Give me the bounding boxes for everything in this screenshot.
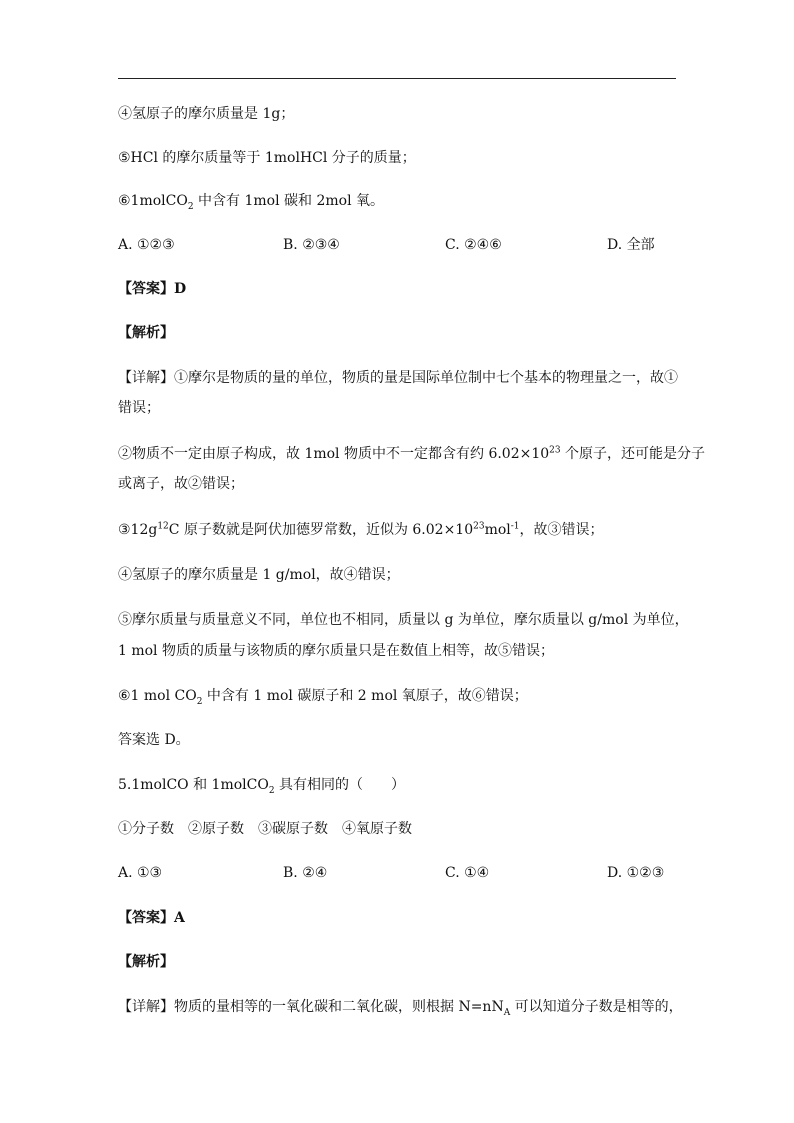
q4-detail-2-cont: 或离子，故②错误； bbox=[118, 476, 244, 492]
q5-analysis-heading: 【解析】 bbox=[118, 954, 174, 970]
q4-answer: 【答案】D bbox=[118, 281, 187, 297]
q4-detail-2: ②物质不一定由原子构成，故 1mol 物质中不一定都含有约 $6.02\times 10^{23}$ 个原子，还可能是分子 bbox=[118, 445, 706, 462]
q5-option-a: A. ①③ bbox=[118, 865, 163, 881]
q5-items: ①分子数 ②原子数 ③碳原子数 ④氧原子数 bbox=[118, 821, 412, 837]
q4-detail-1-cont: 错误； bbox=[118, 400, 160, 416]
q5-option-c: C. ①④ bbox=[445, 865, 490, 881]
q5-option-d: D. ①②③ bbox=[607, 865, 665, 881]
q5-option-b: B. ②④ bbox=[283, 865, 328, 881]
statement-4: ④氢原子的摩尔质量是 1g； bbox=[118, 106, 295, 122]
statement-6: ⑥1molCO$_2$ 中含有 1mol 碳和 2mol 氧。 bbox=[118, 193, 385, 212]
q4-option-a: A. ①②③ bbox=[118, 237, 175, 253]
q4-detail-3: $③12g^{12}C$ 原子数就是阿伏加德罗常数，近似为 $6.02\times 10^{23}mol^{-1}$，故③错误； bbox=[118, 521, 604, 538]
q4-detail-5-cont: 1 mol 物质的质量与该物质的摩尔质量只是在数值上相等，故⑤错误； bbox=[118, 643, 554, 659]
statement-5: ⑤HCl 的摩尔质量等于 1molHCl 分子的质量； bbox=[118, 150, 416, 166]
q4-option-b: B. ②③④ bbox=[283, 237, 340, 253]
header-rule bbox=[118, 78, 676, 79]
q4-conclusion: 答案选 D。 bbox=[118, 732, 190, 748]
q4-analysis-heading: 【解析】 bbox=[118, 325, 174, 341]
q4-detail-1: 【详解】①摩尔是物质的量的单位，物质的量是国际单位制中七个基本的物理量之一，故① bbox=[118, 370, 678, 386]
q5-detail: 【详解】物质的量相等的一氧化碳和二氧化碳，则根据 $N=nN_A$ 可以知道分子数是相等的， bbox=[118, 999, 683, 1018]
q4-detail-5: ⑤摩尔质量与质量意义不同，单位也不相同，质量以 g 为单位，摩尔质量以 g/mol 为单位， bbox=[118, 612, 689, 628]
q5-stem: 5.1molCO 和 1molCO$_2$ 具有相同的（ ） bbox=[118, 777, 406, 796]
q4-option-c: C. ②④⑥ bbox=[445, 237, 502, 253]
q4-detail-4: ④氢原子的摩尔质量是 1 g/mol，故④错误； bbox=[118, 567, 400, 583]
q4-option-d: D. 全部 bbox=[607, 237, 655, 253]
q5-answer: 【答案】A bbox=[118, 910, 185, 926]
q4-detail-6: ⑥1 mol $CO_2$ 中含有 1 mol 碳原子和 2 mol 氧原子，故⑥错误； bbox=[118, 688, 528, 707]
